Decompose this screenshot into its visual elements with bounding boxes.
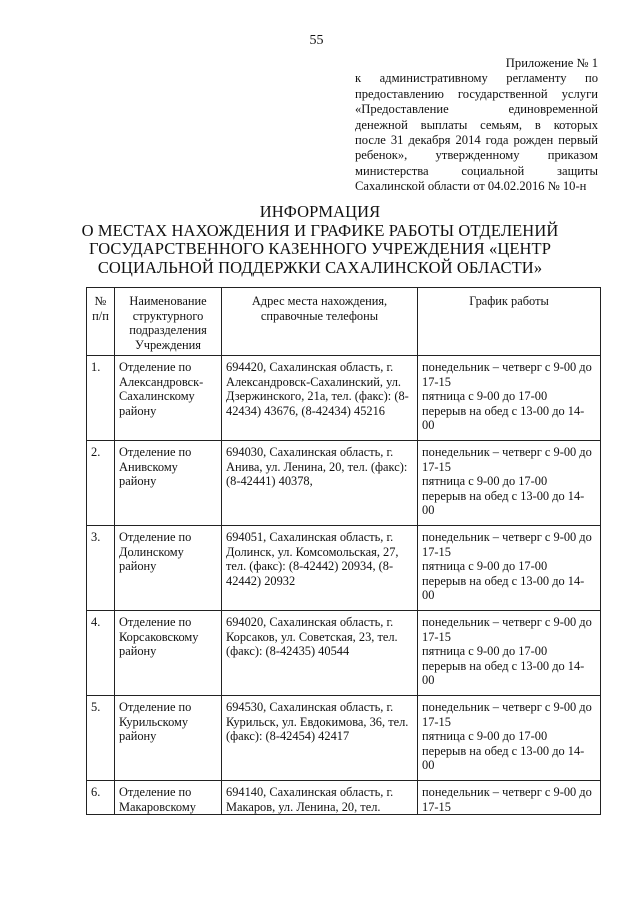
row-schedule (418, 441, 601, 526)
row-schedule (418, 781, 601, 815)
appendix-line: Сахалинской области от 04.02.2016 № 10-н (355, 179, 587, 194)
schedule-line: перерыв на обед с 13-00 до 14-00 (422, 488, 585, 517)
schedule-line: пятница с 9-00 до 17-00 (422, 729, 548, 743)
schedule-line: перерыв на обед с 13-00 до 14-00 (422, 658, 585, 687)
schedule-line: перерыв на обед с 13-00 до 14-00 (422, 573, 585, 602)
table-row (87, 526, 601, 611)
row-schedule (418, 356, 601, 441)
row-num: 1. (87, 356, 115, 441)
page-number: 55 (309, 33, 324, 48)
table-row (87, 356, 601, 441)
header-schedule: График работы (418, 288, 601, 356)
row-address: 694051, Сахалинская область, г. Долинск, ул. Комсомольская, 27, тел. (факс): (8-42442) 20934, (8-42442) 20932 (222, 526, 418, 611)
schedule-line: пятница с 9-00 до 17-00 (422, 559, 548, 573)
appendix-line: к административному регламенту по (355, 71, 598, 86)
appendix-block (355, 56, 598, 195)
row-num: 3. (87, 526, 115, 611)
header-num: № п/п (87, 288, 115, 356)
schedule-line: пятница с 9-00 до 17-00 (422, 389, 548, 403)
schedule-line: пятница с 9-00 до 17-00 (422, 474, 548, 488)
table-row (87, 781, 601, 815)
schedule-line: понедельник – четверг с 9-00 до 17-15 (422, 785, 592, 814)
row-address: 694030, Сахалинская область, г. Анива, ул. Ленина, 20, тел. (факс): (8-42441) 40378, (222, 441, 418, 526)
heading-line: ГОСУДАРСТВЕННОГО КАЗЕННОГО УЧРЕЖДЕНИЯ «ЦЕНТР (88, 239, 551, 258)
schedule-line: понедельник – четверг с 9-00 до 17-15 (422, 445, 592, 474)
row-name: Отделение по Курильскому району (115, 696, 222, 781)
appendix-line: министерства социальной защиты (355, 163, 598, 178)
appendix-line: ребенок», утвержденному приказом (355, 148, 598, 163)
row-address: 694020, Сахалинская область, г. Корсаков, ул. Советская, 23, тел. (факс): (8-42435) 40544 (222, 611, 418, 696)
header-address: Адрес места нахождения, справочные телефоны (222, 288, 418, 356)
schedule-line: понедельник – четверг с 9-00 до 17-15 (422, 615, 592, 644)
row-schedule (418, 696, 601, 781)
table-row (87, 611, 601, 696)
row-schedule (418, 526, 601, 611)
offices-table (86, 287, 601, 815)
table-row (87, 696, 601, 781)
schedule-line: пятница с 9-00 до 17-00 (422, 644, 548, 658)
row-name: Отделение по Александровск-Сахалинскому району (115, 356, 222, 441)
schedule-line: понедельник – четверг с 9-00 до 17-15 (422, 530, 592, 559)
row-address: 694140, Сахалинская область, г. Макаров, ул. Ленина, 20, тел. (222, 781, 418, 815)
row-name: Отделение по Корсаковскому району (115, 611, 222, 696)
schedule-line: перерыв на обед с 13-00 до 14-00 (422, 743, 585, 772)
appendix-line: денежной выплаты семьям, в которых (355, 117, 598, 132)
heading-line: О МЕСТАХ НАХОЖДЕНИЯ И ГРАФИКЕ РАБОТЫ ОТДЕЛЕНИЙ (81, 220, 559, 240)
row-address: 694530, Сахалинская область, г. Курильск, ул. Евдокимова, 36, тел. (факс): (8-42454) 42417 (222, 696, 418, 781)
row-num: 5. (87, 696, 115, 781)
appendix-title: Приложение № 1 (505, 56, 598, 70)
row-name: Отделение по Макаровскому (115, 781, 222, 815)
table-row (87, 441, 601, 526)
row-num: 2. (87, 441, 115, 526)
document-heading (40, 203, 600, 277)
row-num: 4. (87, 611, 115, 696)
schedule-line: понедельник – четверг с 9-00 до 17-15 (422, 360, 592, 389)
row-name: Отделение по Анивскому району (115, 441, 222, 526)
row-address: 694420, Сахалинская область, г. Александровск-Сахалинский, ул. Дзержинского, 21а, тел. (факс): (8-42434) 43676, (8-42434) 45216 (222, 356, 418, 441)
appendix-line: после 31 декабря 2014 года рожден первый (355, 133, 598, 148)
schedule-line: перерыв на обед с 13-00 до 14-00 (422, 403, 585, 432)
appendix-line: предоставлению государственной услуги (355, 86, 598, 101)
table-header-row (87, 288, 601, 356)
heading-line: ИНФОРМАЦИЯ (259, 202, 381, 221)
appendix-line: «Предоставление единовременной (355, 102, 598, 117)
row-name: Отделение по Долинскому району (115, 526, 222, 611)
row-num: 6. (87, 781, 115, 815)
heading-line: СОЦИАЛЬНОЙ ПОДДЕРЖКИ САХАЛИНСКОЙ ОБЛАСТИ» (97, 257, 543, 277)
schedule-line: понедельник – четверг с 9-00 до 17-15 (422, 700, 592, 729)
header-name: Наименование структурного подразделения Учреждения (115, 288, 222, 356)
row-schedule (418, 611, 601, 696)
